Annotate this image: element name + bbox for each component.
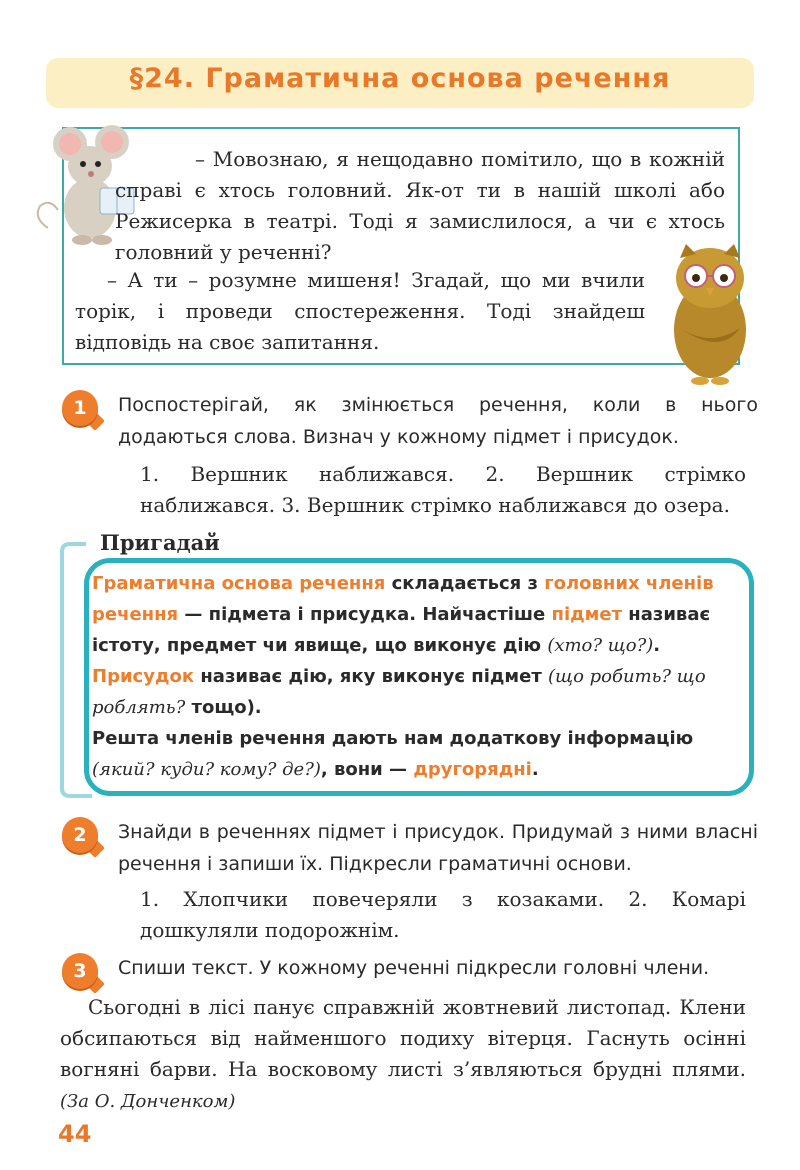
task-number-badge: 3 <box>62 953 98 989</box>
task-2-example: 1. Хлопчики повечеряли з козаками. 2. Комарі дошкуляли подорожнім. <box>140 887 746 942</box>
task-number-badge: 1 <box>62 390 98 426</box>
task-2-instruction: Знайди в реченнях підмет і присудок. Придумай з ними власні речення і запиши їх. Підкресли граматичні основи. <box>118 821 758 875</box>
task-3-instruction: Спиши текст. У кожному реченні підкресли головні члени. <box>118 957 710 979</box>
recall-text: Граматична основа речення складається з головних членів речення — підмета і присудка. Найчастіше підмет називає істоту, предмет чи явище, що виконує дію (хто? що?). Присудок називає дію, яку виконує підмет (що робить? що роблять? тощо). Решта членів речення дають нам додаткову інформацію (який? куди? кому? де?), вони — другорядні. <box>92 573 714 780</box>
task-number-badge: 2 <box>62 817 98 853</box>
task-1-example: 1. Вершник наближався. 2. Вершник стрімко наближався. 3. Вершник стрімко наближався до озера. <box>140 462 746 517</box>
recall-label: Пригадай <box>86 530 234 555</box>
mouse-speech: – Мовознаю, я нещодавно помітило, що в кожній справі є хтось головний. Як-от ти в нашій школі або Режисерка в театрі. Тоді я замислилося, а чи є хтось головний у реченні? <box>115 147 725 264</box>
owl-speech: – А ти – розумне мишеня! Згадай, що ми вчили торік, і проведи спостереження. Тоді знайдеш відповідь на своє запитання. <box>75 268 645 354</box>
task-1-instruction: Поспостерігай, як змінюється речення, коли в нього додаються слова. Визнач у кожному підмет і присудок. <box>118 394 758 448</box>
page-number: 44 <box>58 1120 92 1148</box>
text-source: (За О. Донченком) <box>60 1091 236 1112</box>
owl-illustration <box>660 238 760 388</box>
task-3-text: Сьогодні в лісі панує справжній жовтневий листопад. Клени обсипаються від найменшого подиху вітерця. Гаснуть осінні вогняні барви. На восковому листі з’являються брудні плями. (За О. Донченком) <box>60 995 746 1112</box>
page-title: §24. Граматична основа речення <box>129 63 671 94</box>
